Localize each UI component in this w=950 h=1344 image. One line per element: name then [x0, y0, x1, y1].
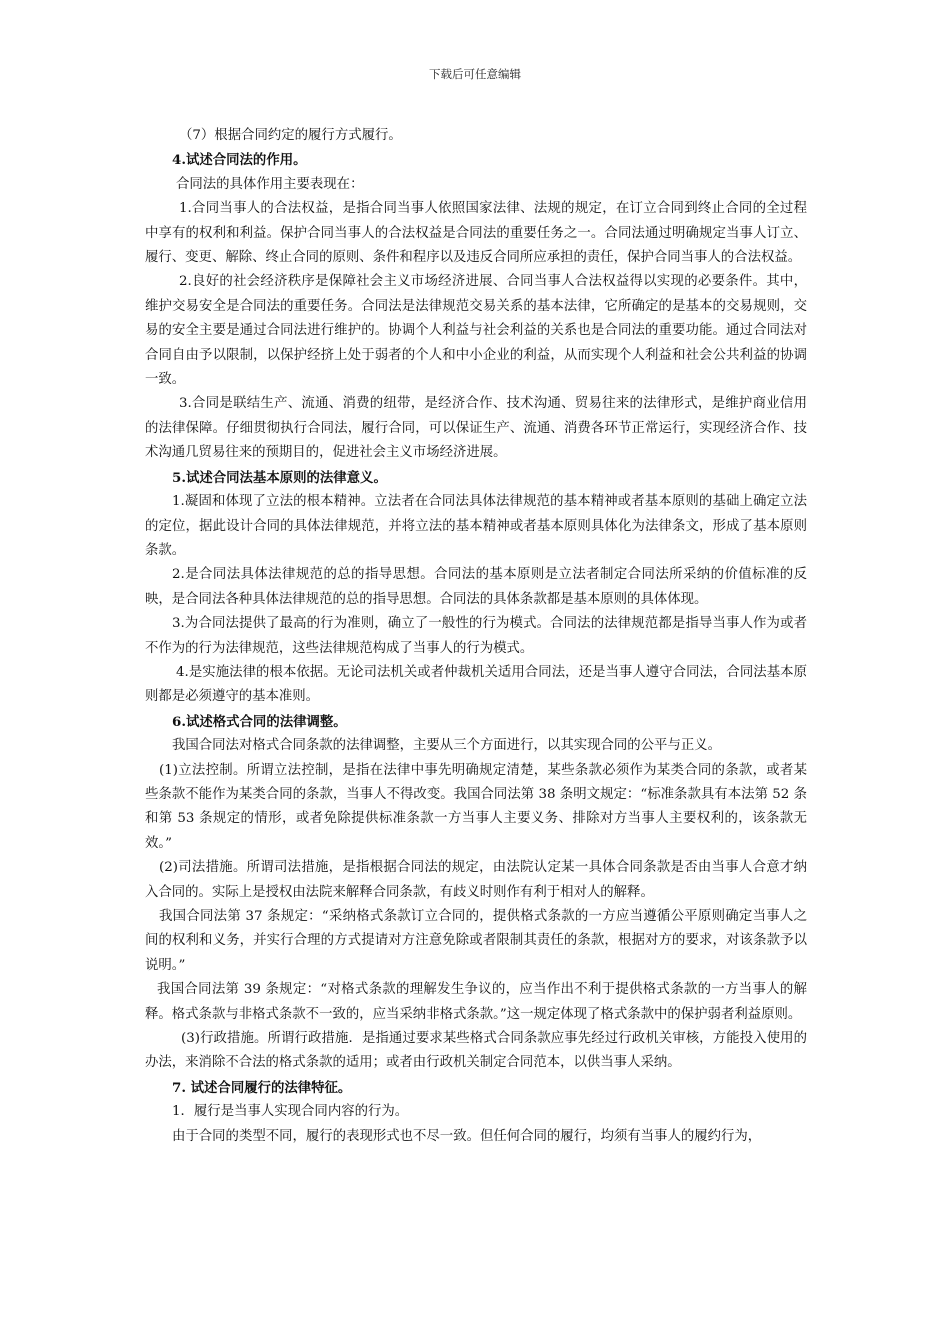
section-heading: 7. 试述合同履行的法律特征。	[172, 1079, 352, 1096]
paragraph: 2.良好的社会经济秩序是保障社会主义市场经济进展、合同当事人合法权益得以实现的必要条件。其中，维护交易安全是合同法的重要任务。合同法是法律规范交易关系的基本法律，它所确定的是基本的交易规则，交易的安全主要是通过合同法进行维护的。协调个人利益与社会利益的关系也是合同法的重要功能。通过合同法对合同自由予以限制，以保护经挤上处于弱者的个人和中小企业的利益，从而实现个人利益和社会公共利益的协调一致。	[145, 274, 807, 388]
page-header: 下载后可任意编辑	[429, 67, 521, 81]
paragraph: 3.为合同法提供了最高的行为准则，确立了一般性的行为模式。合同法的法律规范都是指导当事人作为或者不作为的行为法律规范，这些法律规范构成了当事人的行为模式。	[145, 616, 807, 656]
section-heading: 4.试述合同法的作用。	[172, 152, 307, 169]
paragraph: 1.凝固和体现了立法的根本精神。立法者在合同法具体法律规范的基本精神或者基本原则的基础上确定立法的定位，据此设计合同的具体法律规范，并将立法的基本精神或者基本原则具体化为法律条文，形成了基本原则条款。	[145, 494, 807, 558]
paragraph: 2.是合同法具体法律规范的总的指导思想。合同法的基本原则是立法者制定合同法所采纳的价值标准的反映，是合同法各种具体法律规范的总的指导思想。合同法的具体条款都是基本原则的具体体现。	[145, 567, 807, 607]
section-heading: 5.试述合同法基本原则的法律意义。	[172, 469, 387, 486]
section-heading: 6.试述格式合同的法律调整。	[172, 713, 347, 730]
paragraph: 1.合同当事人的合法权益，是指合同当事人依照国家法律、法规的规定，在订立合同到终止合同的全过程中享有的权利和利益。保护合同当事人的合法权益是合同法的重要任务之一。合同法通过明确规定当事人订立、履行、变更、解除、终止合同的原则、条件和程序以及违反合同所应承担的责任，保护合同当事人的合法权益。	[145, 201, 807, 266]
paragraph: 我国合同法对格式合同条款的法律调整，主要从三个方面进行，以其实现合同的公平与正义。	[172, 738, 722, 754]
paragraph: 我国合同法第 37 条规定：“采纳格式条款订立合同的，提供格式条款的一方应当遵循公平原则确定当事人之间的权利和义务，并实行合理的方式提请对方注意免除或者限制其责任的条款，根据对方的要求，对该条款予以说明。”	[145, 909, 807, 973]
paragraph: (2)司法措施。所谓司法措施，是指根据合同法的规定，由法院认定某一具体合同条款是否由当事人合意才纳入合同的。实际上是授权由法院来解释合同条款，有歧义时则作有利于相对人的解释。	[145, 860, 807, 900]
paragraph: 合同法的具体作用主要表现在：	[176, 176, 364, 192]
paragraph: （7）根据合同约定的履行方式履行。	[179, 128, 402, 143]
document-body	[145, 124, 807, 1149]
paragraph: (3)行政措施。所谓行政措施．是指通过要求某些格式合同条款应事先经过行政机关审核，方能投入使用的办法，来消除不合法的格式条款的适用；或者由行政机关制定合同范本，以供当事人采纳。	[145, 1031, 807, 1071]
paragraph: 我国合同法第 39 条规定：“对格式条款的理解发生争议的，应当作出不利于提供格式条款的一方当事人的解释。格式条款与非格式条款不一致的，应当采纳非格式条款。”这一规定体现了格式条款中的保护弱者利益原则。	[145, 982, 807, 1022]
paragraph: 由于合同的类型不同，履行的表现形式也不尽一致。但任何合同的履行，均须有当事人的履约行为，	[172, 1128, 762, 1144]
paragraph: 3.合同是联结生产、流通、消费的纽带，是经济合作、技术沟通、贸易往来的法律形式，是维护商业信用的法律保障。仔细贯彻执行合同法，履行合同，可以保证生产、流通、消费各环节正常运行，实现经济合作、技术沟通几贸易往来的预期目的，促进社会主义市场经济进展。	[145, 396, 807, 461]
paragraph: 4.是实施法律的根本依据。无论司法机关或者仲裁机关适用合同法，还是当事人遵守合同法，合同法基本原则都是必须遵守的基本准则。	[145, 664, 807, 705]
paragraph: (1)立法控制。所谓立法控制，是指在法律中事先明确规定清楚，某些条款必须作为某类合同的条款，或者某些条款不能作为某类合同的条款，当事人不得改变。我国合同法第 38 条明文规定：“标准条款具有本法第 52 条和第 53 条规定的情形，或者免除提供标准条款一方当事人主要义务、排除对方当事人主要权利的，该条款无效。”	[145, 762, 807, 851]
paragraph: 1．履行是当事人实现合同内容的行为。	[172, 1104, 409, 1120]
